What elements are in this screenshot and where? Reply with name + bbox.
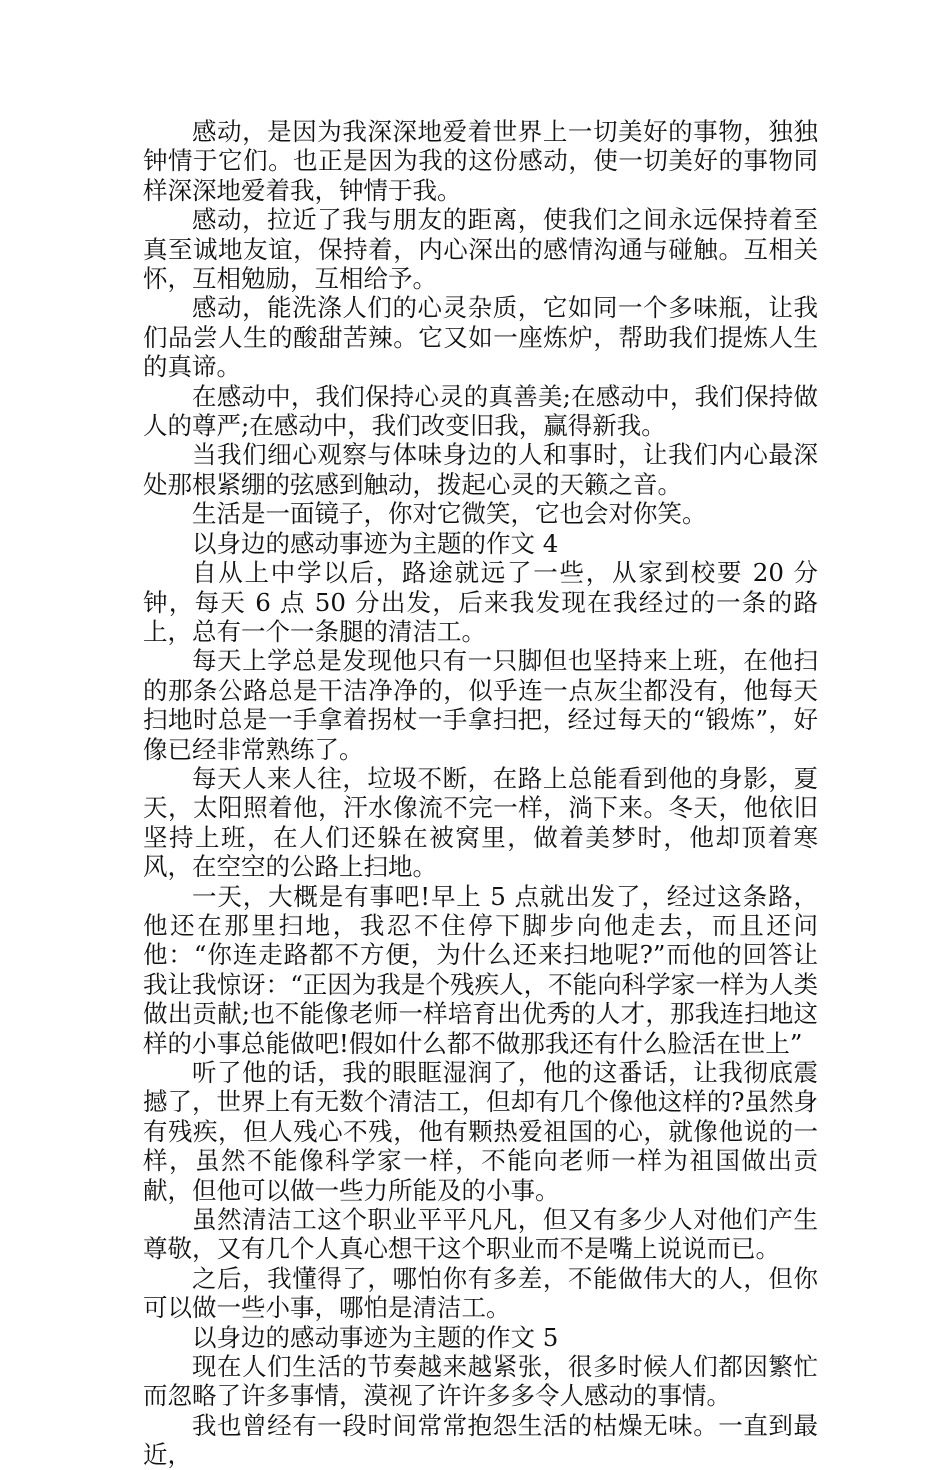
paragraph: 生活是一面镜子，你对它微笑，它也会对你笑。 xyxy=(192,499,707,529)
paragraph: 感动，拉近了我与朋友的距离，使我们之间永远保持着至真至诚地友谊，保持着，内心深出的感情沟通与碰触。互相关怀，互相勉励，互相给予。 xyxy=(143,205,818,294)
paragraph: 现在人们生活的节奏越来越紧张，很多时候人们都因繁忙而忽略了许多事情，漠视了许许多多令人感动的事情。 xyxy=(143,1352,818,1411)
paragraph: 感动，是因为我深深地爱着世界上一切美好的事物，独独钟情于它们。也正是因为我的这份感动，使一切美好的事物同样深深地爱着我，钟情于我。 xyxy=(143,117,818,205)
paragraph: 之后，我懂得了，哪怕你有多差，不能做伟大的人，但你可以做一些小事，哪怕是清洁工。 xyxy=(143,1263,818,1323)
paragraph: 在感动中，我们保持心灵的真善美;在感动中，我们保持做人的尊严;在感动中，我们改变旧我，赢得新我。 xyxy=(143,381,818,441)
paragraph: 一天，大概是有事吧!早上 5 点就出发了，经过这条路，他还在那里扫地，我忍不住停下脚步向他走去，而且还问他：“你连走路都不方便，为什么还来扫地呢?”而他的回答让我让我惊讶：“正因为我是个残疾人，不能向科学家一样为人类做出贡献;也不能像老师一样培育出优秀的人才，那我连扫地这样的小事总能做吧!假如什么都不做那我还有什么脸活在世上” xyxy=(143,881,818,1058)
paragraph: 每天人来人往，垃圾不断，在路上总能看到他的身影，夏天，太阳照着他，汗水像流不完一样，淌下来。冬天，他依旧坚持上班，在人们还躲在被窝里，做着美梦时，他却顶着寒风，在空空的公路上扫地。 xyxy=(143,763,818,882)
paragraph: 虽然清洁工这个职业平平凡凡，但又有多少人对他们产生尊敬，又有几个人真心想干这个职业而不是嘴上说说而已。 xyxy=(143,1205,818,1264)
paragraph: 每天上学总是发现他只有一只脚但也坚持来上班，在他扫的那条公路总是干洁净净的，似乎连一点灰尘都没有，他每天扫地时总是一手拿着拐杖一手拿扫把，经过每天的“锻炼”，好像已经非常熟练了。 xyxy=(143,646,818,764)
paragraph: 我也曾经有一段时间常常抱怨生活的枯燥无味。一直到最近， xyxy=(143,1410,818,1470)
section-heading: 以身边的感动事迹为主题的作文 4 xyxy=(192,528,559,558)
paragraph: 听了他的话，我的眼眶湿润了，他的这番话，让我彻底震撼了，世界上有无数个清洁工，但却有几个像他这样的?虽然身有残疾，但人残心不残，他有颗热爱祖国的心，就像他说的一样，虽然不能像科学家一样，不能向老师一样为祖国做出贡献，但他可以做一些力所能及的小事。 xyxy=(143,1058,818,1205)
document-page xyxy=(143,117,818,1470)
paragraph: 感动，能洗涤人们的心灵杂质，它如同一个多味瓶，让我们品尝人生的酸甜苦辣。它又如一座炼炉，帮助我们提炼人生的真谛。 xyxy=(143,293,818,382)
paragraph: 当我们细心观察与体味身边的人和事时，让我们内心最深处那根紧绷的弦感到触动，拨起心灵的天籁之音。 xyxy=(143,440,818,499)
section-heading: 以身边的感动事迹为主题的作文 5 xyxy=(192,1322,559,1352)
paragraph: 自从上中学以后，路途就远了一些，从家到校要 20 分钟，每天 6 点 50 分出发，后来我发现在我经过的一条的路上，总有一个一条腿的清洁工。 xyxy=(143,558,818,646)
